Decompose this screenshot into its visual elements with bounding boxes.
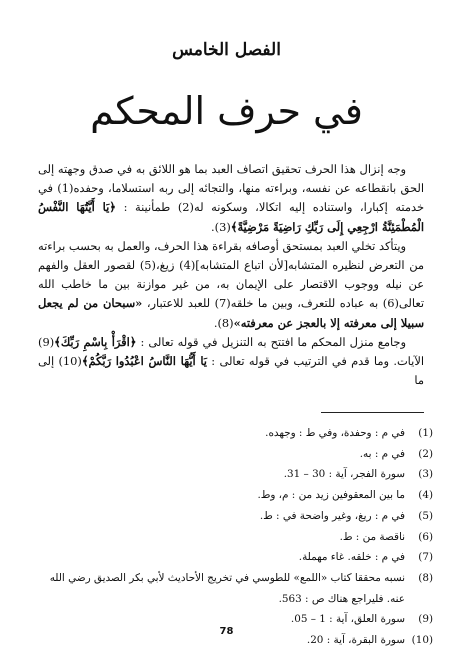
footnote-item	[33, 444, 433, 465]
footnotes-list	[33, 423, 433, 651]
paragraph-text: به عباده للتعرف، وبين ما خلقه	[230, 296, 383, 311]
footnote-text: سورة العلق، آية : 1 – 05.	[290, 613, 405, 626]
paragraph-text: وجامع منزل المحكم ما افتتح به التنزيل في قوله تعالى :	[136, 334, 406, 349]
paragraph-text: (8).	[213, 315, 234, 330]
footnote-text: في م : ريغ، وغير واضحة في : ط.	[259, 509, 405, 522]
paragraph-text: طمأنينة :	[116, 200, 178, 215]
footnote-number: (4)	[418, 489, 433, 502]
footnote-number: (6)	[418, 530, 433, 543]
quoted-text: ﴿اقْرَأْ بِاسْمِ رَبِّكَ﴾	[54, 334, 137, 349]
footnote-item	[33, 527, 433, 548]
footnote-item	[33, 464, 433, 485]
body-paragraph	[38, 333, 424, 391]
paragraph-text: وجه إنزال هذا الحرف تحقيق اتصاف العبد بما هو اللائق به في صدق وجهته إلى الحق بانقطاعه عن نفسه، وبراءته منها، والتجائه إلى ربه استسلاما، وحفده	[38, 162, 424, 196]
quoted-text: ﴿يَا أَيَّتُهَا النَّفْسُ الْمُطْمَئِنَّةُ ارْجِعِي إِلَى رَبِّكِ رَاضِيَةً مَرْضِيَّةً﴾	[38, 200, 424, 234]
footnote-text: ناقصة من : ط.	[339, 530, 405, 543]
body-text	[38, 160, 424, 390]
footnote-number: (2)	[418, 447, 433, 460]
paragraph-text: ويتأكد تخلي العبد بمستحق أوصافه بقراءة هذا الحرف، والعمل به بحسب براءته من التعرض لنظيره المتشابه[لأن اتباع المتشابه]	[38, 238, 425, 273]
paragraph-text: (5)	[139, 258, 156, 273]
paragraph-text: الآيات. وما قدم في الترتيب في قوله تعالى :	[206, 354, 424, 369]
paragraph-text: (10)	[58, 354, 82, 369]
footnote-item	[33, 485, 433, 506]
footnote-text: سورة الفجر، آية : 30 – 31.	[283, 468, 405, 481]
paragraph-text: زيغ،	[156, 258, 180, 273]
footnote-text: في م : وحفدة، وفي ط : وجهده.	[265, 427, 405, 439]
paragraph-text: للعبد للاعتبار،	[142, 296, 215, 311]
chapter-heading: الفصل الخامس	[172, 40, 281, 60]
footnote-text: نسبه محققا كتاب «اللمع» للطوسي في تخريج الأحاديث لأبي بكر الصديق رضي الله عنه. فليراجع هناك ص : 563.	[49, 571, 405, 605]
footnote-item	[33, 568, 433, 609]
paragraph-text: (6)	[382, 296, 399, 311]
footnote-item	[33, 506, 433, 527]
footnote-number: (3)	[418, 468, 433, 481]
paragraph-text: (2)	[177, 200, 194, 215]
paragraph-text: (7)	[214, 296, 231, 311]
footnote-number: (7)	[418, 551, 433, 564]
footnote-number: (1)	[418, 427, 433, 439]
footnote-number: (5)	[418, 509, 433, 522]
footnote-text: ما بين المعقوفين زيد من : م، وط.	[257, 489, 405, 502]
page-number: 78	[219, 626, 234, 637]
footnote-text: في م : خلقه. غاء مهملة.	[298, 551, 405, 564]
footnote-text: في م : به.	[359, 447, 405, 460]
paragraph-text: (9)	[38, 334, 55, 349]
footnote-divider	[321, 412, 424, 413]
paragraph-text: (3).	[211, 219, 231, 234]
footnote-number: (9)	[418, 613, 433, 626]
paragraph-text: لقصور العقل والفهم عن نيله ووجوب الاقتصار على الإيمان به، من غير موازنة بين ما خاطب الله تعالى	[38, 258, 424, 311]
footnote-item	[33, 547, 433, 568]
paragraph-text: في خدمته إكبارا، واستناده إليه اتكالا، وسكونه له	[38, 181, 424, 215]
section-title: في حرف المحكم	[90, 89, 363, 133]
footnote-number: (10)	[411, 634, 433, 647]
quoted-text: «سبحان من لم يجعل سبيلا إلى معرفته إلا بالعجز عن معرفته»	[38, 296, 424, 330]
body-paragraph	[38, 237, 424, 333]
footnote-item	[33, 423, 433, 444]
footnote-number: (8)	[418, 571, 433, 584]
body-paragraph	[38, 160, 424, 237]
paragraph-text: (1)	[57, 181, 74, 196]
footnote-text: سورة البقرة، آية : 20.	[306, 634, 405, 647]
quoted-text: يَا أَيُّهَا النَّاسُ اعْبُدُوا رَبَّكُمْ﴾	[81, 354, 207, 369]
paragraph-text: إلى ما	[38, 354, 424, 388]
paragraph-text: (4)	[179, 258, 196, 273]
